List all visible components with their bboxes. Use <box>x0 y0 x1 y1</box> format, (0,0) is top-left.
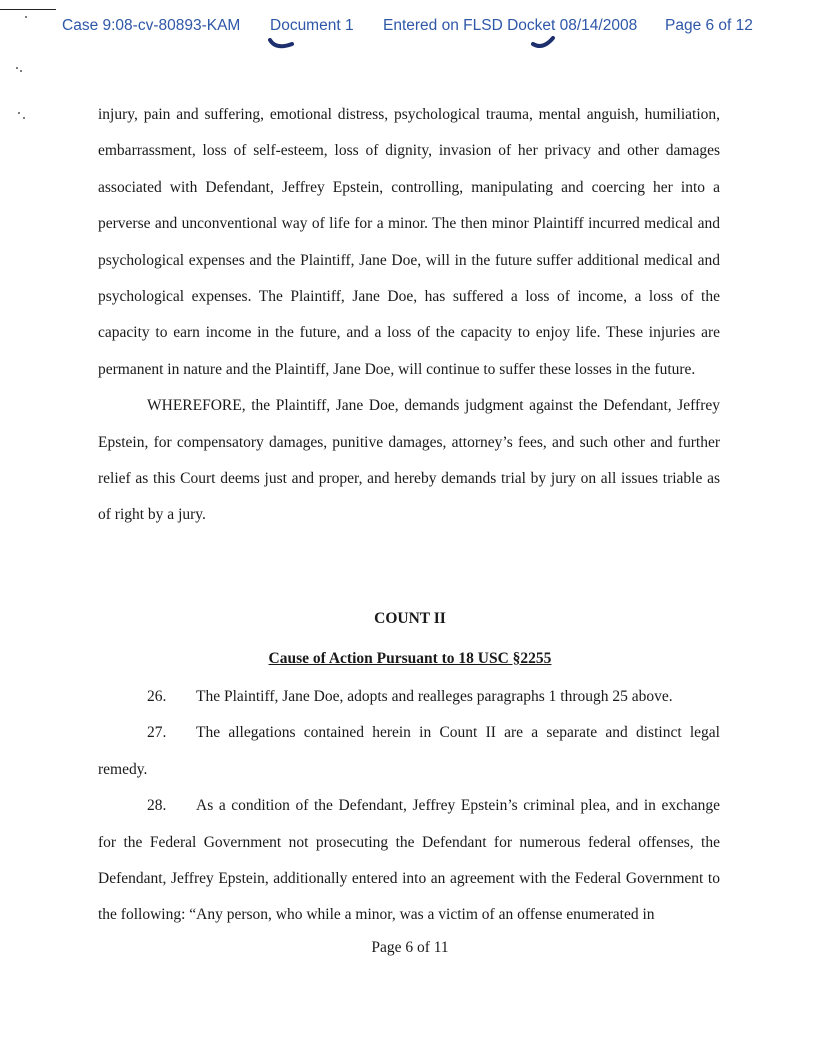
continuation-paragraph: injury, pain and suffering, emotional distress, psychological trauma, mental anguish, humiliation, embarrassment, loss of self-esteem, loss of dignity, invasion of her privacy and other damages associated with Defendant, Jeffrey Epstein, controlling, manipulating and coercing her into a perverse and unconventional way of life for a minor. The then minor Plaintiff incurred medical and psychological expenses and the Plaintiff, Jane Doe, will in the future suffer additional medical and psychological expenses. The Plaintiff, Jane Doe, has suffered a loss of income, a loss of the capacity to earn income in the future, and a loss of the capacity to enjoy life. These injuries are permanent in nature and the Plaintiff, Jane Doe, will continue to suffer these losses in the future. <box>98 106 720 378</box>
numbered-paragraphs <box>98 679 720 934</box>
scan-speck <box>18 112 20 114</box>
paragraph-text: The allegations contained herein in Count II are a separate and distinct legal remedy. <box>98 724 720 778</box>
scan-speck <box>23 117 25 119</box>
count-subtitle: Cause of Action Pursuant to 18 USC §2255 <box>268 650 552 667</box>
punch-mark-left <box>268 38 294 52</box>
paragraph-28 <box>98 788 720 934</box>
header-page-number: Page 6 of 12 <box>665 17 753 34</box>
scan-speck <box>20 70 22 72</box>
entered-date: Entered on FLSD Docket 08/14/2008 <box>383 17 638 34</box>
paragraph-text: The Plaintiff, Jane Doe, adopts and realleges paragraphs 1 through 25 above. <box>196 688 673 705</box>
paragraph-number: 28. <box>147 797 167 815</box>
body-text <box>98 97 720 534</box>
footer-page-number: Page 6 of 11 <box>371 939 449 956</box>
paragraph-27 <box>98 715 720 788</box>
docket-header <box>0 17 820 41</box>
wherefore-clause: WHEREFORE, the Plaintiff, Jane Doe, demands judgment against the Defendant, Jeffrey Epstein, for compensatory damages, punitive damages, attorney’s fees, and such other and further relief as this Court deems just and proper, and hereby demands trial by jury on all issues triable as of right by a jury. <box>98 397 720 524</box>
paragraph-number: 27. <box>147 724 167 742</box>
scan-speck <box>16 67 18 69</box>
paragraph-text: As a condition of the Defendant, Jeffrey Epstein’s criminal plea, and in exchange for the Federal Government not prosecuting the Defendant for numerous federal offenses, the Defendant, Jeffrey Epstein, additionally entered into an agreement with the Federal Government to the following: “Any person, who while a minor, was a victim of an offense enumerated in <box>98 797 720 924</box>
punch-mark-right <box>531 36 557 52</box>
count-title: COUNT II <box>374 610 446 627</box>
top-rule <box>0 9 56 10</box>
paragraph-number: 26. <box>147 688 167 705</box>
case-number: Case 9:08-cv-80893-KAM <box>62 17 241 34</box>
scan-speck <box>25 16 27 18</box>
paragraph-26 <box>98 679 720 715</box>
document-number: Document 1 <box>270 17 354 34</box>
